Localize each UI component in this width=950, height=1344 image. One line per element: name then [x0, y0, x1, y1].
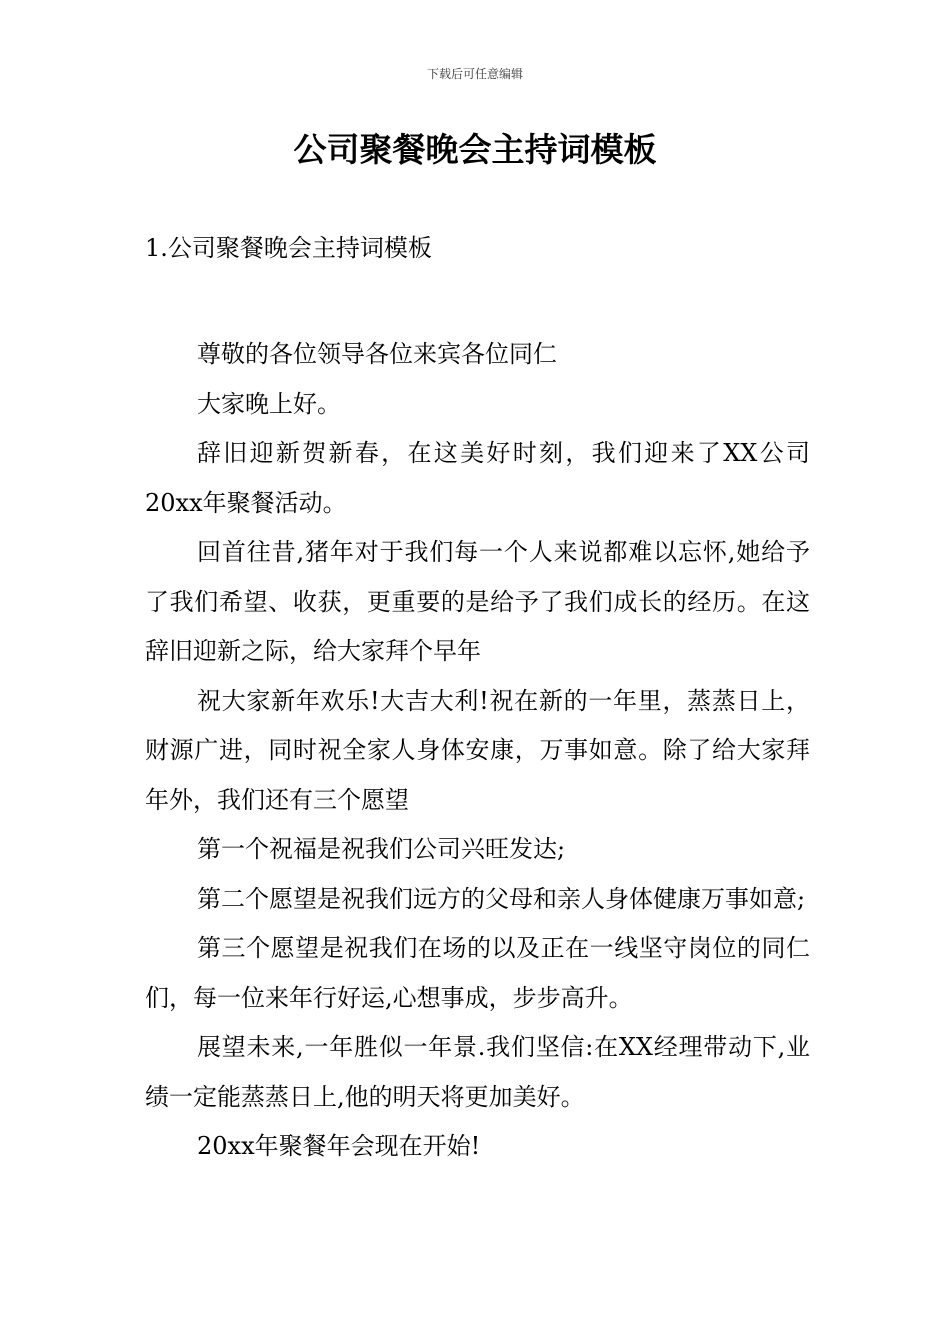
- paragraph-second-wish: 第二个愿望是祝我们远方的父母和亲人身体健康万事如意;: [197, 884, 806, 913]
- paragraph-opening: 20xx年聚餐年会现在开始!: [197, 1132, 481, 1160]
- paragraph-third-wish: 第三个愿望是祝我们在场的以及正在一线坚守岗位的同仁们，每一位来年行好运,心想事成，步步高升。: [145, 934, 810, 1012]
- paragraph-future: 展望未来,一年胜似一年景.我们坚信:在XX经理带动下,业绩一定能蒸蒸日上,他的明天将更加美好。: [145, 1033, 810, 1111]
- paragraph-look-back: 回首往昔,猪年对于我们每一个人来说都难以忘怀,她给予了我们希望、收获，更重要的是给予了我们成长的经历。在这辞旧迎新之际，给大家拜个早年: [145, 538, 810, 665]
- section-heading: 1.公司聚餐晚会主持词模板: [145, 234, 432, 262]
- paragraph-good-evening: 大家晚上好。: [197, 389, 341, 418]
- document-title: 公司聚餐晚会主持词模板: [293, 130, 657, 169]
- paragraph-wishes: 祝大家新年欢乐!大吉大利!祝在新的一年里，蒸蒸日上，财源广进，同时祝全家人身体安康，万事如意。除了给大家拜年外，我们还有三个愿望: [145, 686, 810, 814]
- header-note: 下载后可任意编辑: [426, 67, 523, 81]
- body-text: [145, 330, 810, 1172]
- paragraph-first-wish: 第一个祝福是祝我们公司兴旺发达;: [197, 835, 566, 863]
- paragraph-greeting: 尊敬的各位领导各位来宾各位同仁: [197, 340, 557, 368]
- paragraph-new-year: 辞旧迎新贺新春，在这美好时刻，我们迎来了XX公司20xx年聚餐活动。: [145, 439, 810, 517]
